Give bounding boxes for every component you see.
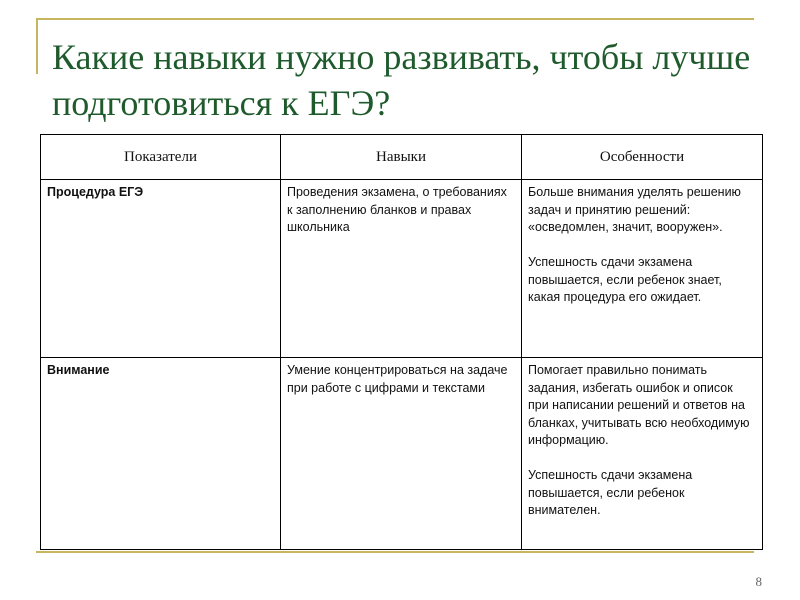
table-row (41, 180, 763, 358)
row-skills: Проведения экзамена, о требованиях к заполнению бланков и правах школьника (281, 180, 522, 358)
header-indicators: Показатели (41, 135, 281, 180)
features-paragraph: Больше внимания уделять решению задач и принятию решений: «осведомлен, значит, вооружен». (528, 185, 741, 234)
page-number: 8 (755, 574, 762, 589)
row-indicator: Процедура ЕГЭ (41, 180, 281, 358)
row-indicator: Внимание (41, 358, 281, 550)
decorative-bottom-line (36, 551, 754, 553)
table-header-row (41, 135, 763, 180)
row-skills: Умение концентрироваться на задаче при работе с цифрами и текстами (281, 358, 522, 550)
row-features (522, 180, 763, 358)
row-features (522, 358, 763, 550)
header-skills: Навыки (281, 135, 522, 180)
header-features: Особенности (522, 135, 763, 180)
features-paragraph: Успешность сдачи экзамена повышается, если ребенок знает, какая процедура его ожидает. (528, 255, 722, 304)
decorative-left-line (36, 18, 38, 74)
skills-table (40, 134, 763, 550)
table-row (41, 358, 763, 550)
features-paragraph: Помогает правильно понимать задания, избегать ошибок и описок при написании решений и ответов на бланках, учитывать всю необходимую информацию. (528, 363, 750, 447)
features-paragraph: Успешность сдачи экзамена повышается, если ребенок внимателен. (528, 468, 693, 517)
slide-title: Какие навыки нужно развивать, чтобы лучше подготовиться к ЕГЭ? (52, 37, 751, 123)
decorative-top-line (36, 18, 754, 20)
